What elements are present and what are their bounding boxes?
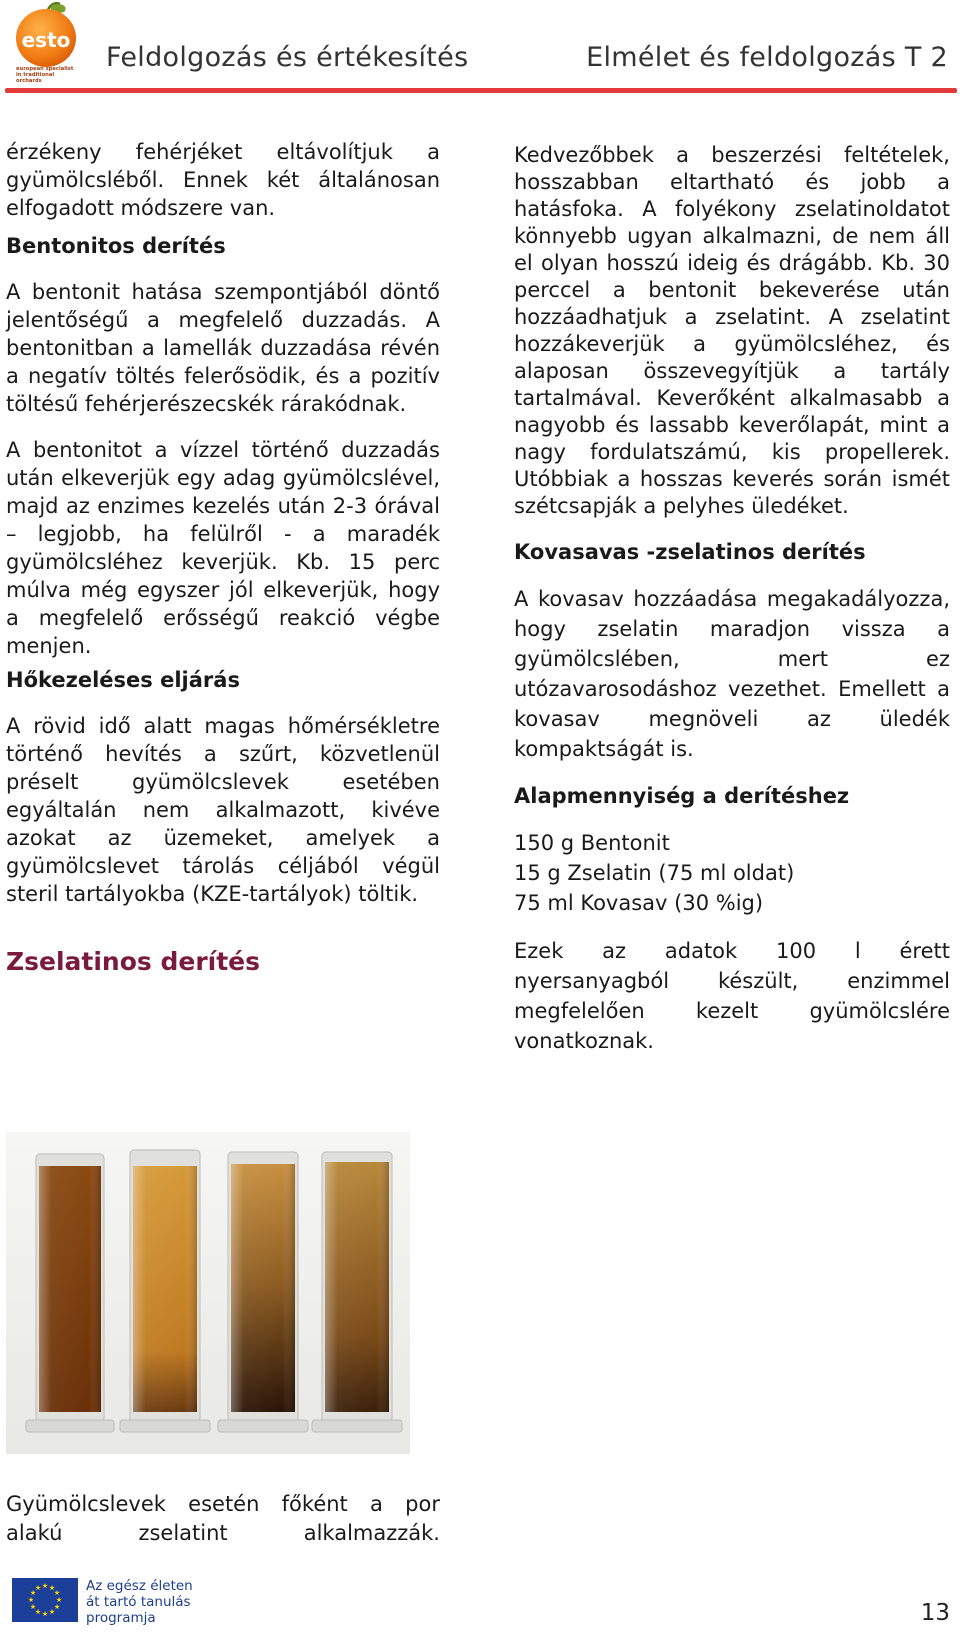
- text-line: perccel a bentonit bekeverése után: [514, 278, 950, 302]
- hokezeles-heading: Hőkezeléses eljárás: [6, 668, 240, 692]
- text-line: keverjük. Kb. 15 perc múlva még: [6, 550, 440, 602]
- svg-text:★: ★: [29, 1603, 37, 1611]
- text-line: Ezek az adatok 100 l érett: [514, 939, 950, 963]
- text-line: Kedvezőbbek a beszerzési feltételek,: [514, 143, 950, 167]
- text-line: hőmérsékletre történő hevítés a: [6, 714, 440, 766]
- text-line: elfogadott módszere van.: [6, 196, 276, 220]
- text-line: A bentonit hatása szempontjából: [6, 280, 380, 304]
- text-line: egyszer jól elkeverjük, hogy a: [6, 578, 440, 630]
- svg-text:★: ★: [53, 1589, 61, 1597]
- svg-text:★: ★: [53, 1603, 61, 1611]
- right-column: [514, 142, 950, 1056]
- header-right-title: Elmélet és feldolgozás T 2: [586, 42, 948, 73]
- text-line: maradjon vissza a gyümölcslében,: [514, 617, 951, 671]
- cylinder-2: [120, 1150, 210, 1432]
- text-line: duzzadás után elkeverjük egy adag: [6, 438, 440, 490]
- text-line: felülről - a maradék gyümölcsléhez: [6, 522, 440, 574]
- alap-item: 15 g Zselatin (75 ml oldat): [514, 861, 795, 885]
- text-line: hatásfoka. A folyékony: [514, 197, 795, 221]
- intro-paragraph: [6, 138, 440, 222]
- text-line: nyersanyagból készült, enzimmel: [514, 969, 950, 993]
- svg-text:★: ★: [48, 1608, 56, 1616]
- eu-program-text: [86, 1578, 193, 1626]
- text-line: tárolás céljából végül steril: [6, 854, 440, 906]
- text-line: A bentonitot a vízzel történő: [6, 438, 342, 462]
- bentonit-paragraph-2: [6, 436, 440, 660]
- text-line: A kovasav hozzáadása: [514, 587, 767, 611]
- logo-text: esto: [21, 28, 71, 52]
- esto-logo: [14, 2, 84, 84]
- text-line: szűrt, közvetlenül préselt: [6, 742, 440, 794]
- cylinders-photo: [6, 1132, 410, 1454]
- text-line: döntő jelentőségű a megfelelő: [6, 280, 440, 332]
- text-line: zselatinoldatot könnyebb ugyan: [514, 197, 950, 248]
- text-line: gyümölcslevek esetében egyáltalán: [6, 770, 440, 822]
- svg-text:★: ★: [34, 1608, 42, 1616]
- text-line: hosszú ideig és drágább. Kb. 30: [606, 251, 950, 275]
- header-divider: [5, 88, 957, 93]
- svg-text:★: ★: [27, 1596, 35, 1604]
- cylinder-3: [218, 1152, 308, 1432]
- text-line: megfelelően kezelt gyümölcslére: [514, 999, 950, 1023]
- text-line: gyümölcsléből. Ennek két általánosan: [6, 168, 440, 192]
- alap-item: 75 ml Kovasav (30 %ig): [514, 891, 764, 915]
- text-line: tartályokba (KZE-tartályok) töltik.: [65, 882, 419, 906]
- svg-text:★: ★: [29, 1589, 37, 1597]
- svg-text:★: ★: [41, 1610, 49, 1618]
- logo-subtext: european specialist in traditional orchards: [16, 66, 74, 84]
- cylinder-1: [26, 1154, 114, 1432]
- text-line: üzemeket, amelyek a gyümölcslevet: [6, 826, 440, 878]
- alap-list: [514, 828, 950, 918]
- text-line: A rövid idő alatt magas: [6, 714, 288, 738]
- caption-line: alakú zselatint alkalmazzák.: [6, 1521, 440, 1545]
- text-line: vonatkoznak.: [514, 1029, 654, 1053]
- text-line: megfelelő erősségű reakció végbe: [38, 606, 441, 630]
- text-line: propellerek. Utóbbiak a hosszas: [514, 440, 950, 491]
- text-line: duzzadás. A bentonitban a lamellák: [6, 308, 440, 360]
- alap-heading: Alapmennyiség a derítéshez: [514, 784, 850, 808]
- text-line: felerősödik, és a pozitív töltésű: [6, 364, 440, 416]
- text-line: mint a nagy fordulatszámú, kis: [514, 413, 950, 464]
- text-line: hozzákeverjük a gyümölcsléhez, és: [514, 332, 950, 356]
- svg-text:★: ★: [41, 1582, 49, 1590]
- text-line: alkalmazni, de nem áll el olyan: [514, 224, 950, 275]
- svg-text:★: ★: [48, 1584, 56, 1592]
- text-line: üledék kompaktságát is.: [514, 707, 950, 761]
- text-line: nem alkalmazott, kivéve azokat az: [6, 798, 441, 850]
- eu-text-line: Az egész életen: [86, 1578, 193, 1594]
- text-line: keverés során ismét szétcsapják a: [514, 467, 950, 518]
- eu-text-line: programja: [86, 1610, 156, 1626]
- hokezeles-paragraph: [6, 712, 440, 908]
- text-line: kezelés után 2-3 órával – legjobb, ha: [6, 494, 440, 546]
- text-line: hosszabban eltartható és jobb a: [514, 170, 950, 194]
- kovasav-paragraph: [514, 584, 950, 764]
- bentonit-heading: Bentonitos derítés: [6, 234, 226, 258]
- text-line: tartalmával. Keverőként alkalmasabb: [514, 386, 938, 410]
- eu-text-line: át tartó tanulás: [86, 1594, 191, 1610]
- kovasav-heading: Kovasavas -zselatinos derítés: [514, 540, 866, 564]
- svg-text:★: ★: [34, 1584, 42, 1592]
- text-line: menjen.: [6, 634, 92, 658]
- bentonit-paragraph-1: [6, 278, 440, 418]
- text-line: érzékeny fehérjéket eltávolítjuk a: [6, 140, 440, 164]
- header-left-title: Feldolgozás és értékesítés: [106, 42, 469, 73]
- text-line: Emellett a kovasav megnöveli az: [514, 677, 950, 731]
- text-line: gyümölcslével, majd az enzimes: [6, 466, 440, 518]
- caption-line: Gyümölcslevek esetén főként a por: [6, 1492, 440, 1516]
- cylinder-4: [312, 1152, 402, 1432]
- text-line: mert ez utózavarosodáshoz vezethet.: [514, 647, 950, 701]
- eu-flag-icon: [12, 1578, 78, 1622]
- page-number: 13: [920, 1600, 950, 1626]
- text-line: alaposan összevegyítjük a tartály: [514, 359, 950, 383]
- right-paragraph-1: [514, 142, 950, 520]
- text-line: megakadályozza, hogy zselatin: [514, 587, 950, 641]
- page-header: [0, 0, 960, 96]
- closing-paragraph: [514, 936, 950, 1056]
- text-line: a nagyobb és lassabb keverőlapát,: [514, 386, 950, 437]
- left-column: [6, 138, 440, 976]
- text-line: duzzadása révén a negatív töltés: [6, 336, 440, 388]
- svg-text:★: ★: [55, 1596, 63, 1604]
- text-line: hozzáadhatjuk a zselatint. A zselatint: [514, 305, 950, 329]
- zselatin-heading: Zselatinos derítés: [6, 947, 261, 976]
- text-line: pelyhes üledéket.: [662, 494, 849, 518]
- photo-caption: [6, 1490, 440, 1548]
- text-line: fehérjerészecskék rárakódnak.: [85, 392, 407, 416]
- alap-item: 150 g Bentonit: [514, 831, 670, 855]
